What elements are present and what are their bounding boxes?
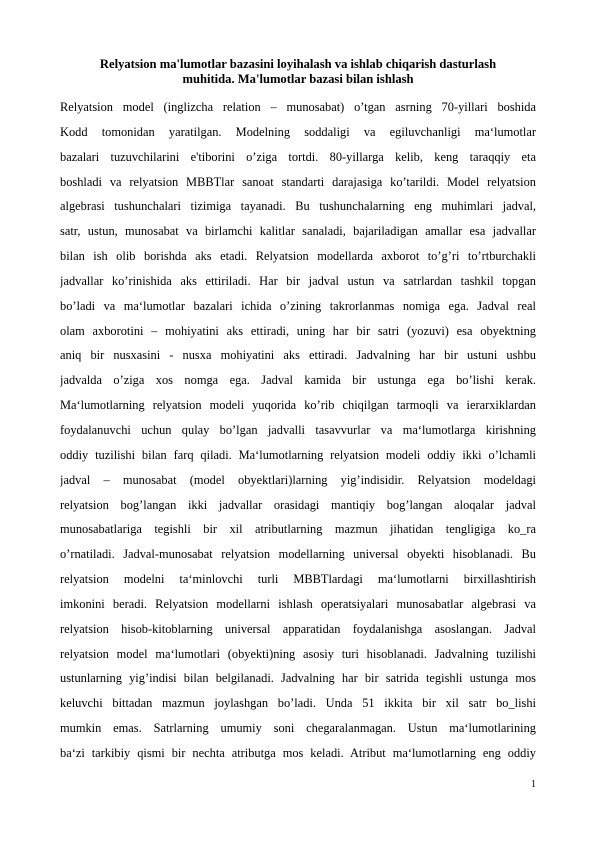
paragraph-line: imkonini beradi. Relyatsion modellarni ishlash operatsiyalari munosabatlar algebrasi va: [60, 596, 536, 611]
paragraph-line: algebrasi tushunchalari tizimiga tayanadi. Bu tushunchalarning eng muhimlari jadval,: [60, 199, 536, 214]
title-line-1: Relyatsion ma'lumotlar bazasini loyihalash va ishlab chiqarish dasturlash: [99, 57, 497, 71]
paragraph-line: jadval – munosabat (model obyektlari)larning yig’indisidir. Relyatsion modeldagi: [60, 472, 536, 487]
page-number: 1: [531, 779, 536, 790]
paragraph-line: o’rnatiladi. Jadval-munosabat relyatsion modellarning universal obyekti hisoblanadi. Bu: [60, 547, 536, 562]
paragraph-line: boshladi va relyatsion MBBTlar sanoat standarti darajasiga ko’tarildi. Model relyatsion: [60, 174, 536, 189]
title-line-2: muhitida. Ma'lumotlar bazasi bilan ishlash: [182, 72, 414, 86]
document-title: [60, 57, 536, 87]
paragraph-line: aniq bir nusxasini - nusxa mohiyatini aks ettiradi. Jadvalning har bir ustuni ushbu: [60, 348, 536, 363]
paragraph-line: bazalari tuzuvchilarini e'tiborini o’ziga tortdi. 80-yillarga kelib, keng taraqqiy eta: [60, 149, 536, 164]
paragraph-line: relyatsion model ma‘lumotlari (obyekti)ning asosiy turi hisoblanadi. Jadvalning tuzilishi: [60, 646, 536, 661]
paragraph-line: relyatsion modelni ta‘minlovchi turli MBBTlardagi ma‘lumotlarni birxillashtirish: [60, 572, 536, 587]
paragraph-line: munosabatlariga tegishli bir xil atributlarning mazmun jihatidan tengligiga ko_ra: [60, 522, 536, 537]
paragraph-line: Kodd tomonidan yaratilgan. Modelning soddaligi va egiluvchanligi ma‘lumotlar: [60, 124, 536, 139]
paragraph-line: relyatsion bog’langan ikki jadvallar orasidagi mantiqiy bog’langan aloqalar jadval: [60, 497, 536, 512]
paragraph-line: jadvallar ko’rinishida aks ettiriladi. Har bir jadval ustun va satrlardan tashkil topgan: [60, 273, 536, 288]
paragraph-line: satr, ustun, munosabat va birlamchi kalitlar sanaladi, bajariladigan amallar esa jadvallar: [60, 224, 536, 239]
paragraph-line: mumkin emas. Satrlarning umumiy soni chegaralanmagan. Ustun ma‘lumotlarining: [60, 721, 536, 736]
paragraph-line: olam axborotini – mohiyatini aks ettiradi, uning har bir satri (yozuvi) esa obyektning: [60, 323, 536, 338]
paragraph-line: Relyatsion model (inglizcha relation – munosabat) o’tgan asrning 70-yillari boshida: [60, 100, 536, 114]
paragraph-line: oddiy tuzilishi bilan farq qiladi. Ma‘lumotlarning relyatsion modeli oddiy ikki o’lchamli: [60, 447, 536, 462]
paragraph-line: relyatsion hisob-kitoblarning universal apparatidan foydalanishga asoslangan. Jadval: [60, 621, 536, 636]
paragraph-line: ustunlarning yig’indisi bilan belgilanadi. Jadvalning har bir satrida tegishli ustunga mos: [60, 671, 536, 686]
paragraph-line: foydalanuvchi uchun qulay bo’lgan jadvalli tasavvurlar va ma‘lumotlarga kirishning: [60, 422, 536, 437]
paragraph-line: bo’ladi va ma‘lumotlar bazalari ichida o’zining takrorlanmas nomiga ega. Jadval real: [60, 298, 536, 313]
paragraph-line: bilan ish olib borishda aks etadi. Relyatsion modellarda axborot to’g’ri to’rtburchakli: [60, 249, 536, 264]
paragraph-line: ba‘zi tarkibiy qismi bir nechta atributga mos keladi. Atribut ma‘lumotlarning eng oddiy: [60, 745, 536, 760]
paragraph-line: Ma‘lumotlarning relyatsion modeli yuqorida ko’rib chiqilgan tarmoqli va ierarxiklardan: [60, 398, 536, 413]
paragraph-line: keluvchi bittadan mazmun joylashgan bo’ladi. Unda 51 ikkita bir xil satr bo_lishi: [60, 696, 536, 711]
paragraph-line: jadvalda o’ziga xos nomga ega. Jadval kamida bir ustunga ega bo’lishi kerak.: [60, 373, 536, 388]
body-paragraph: [60, 95, 536, 766]
